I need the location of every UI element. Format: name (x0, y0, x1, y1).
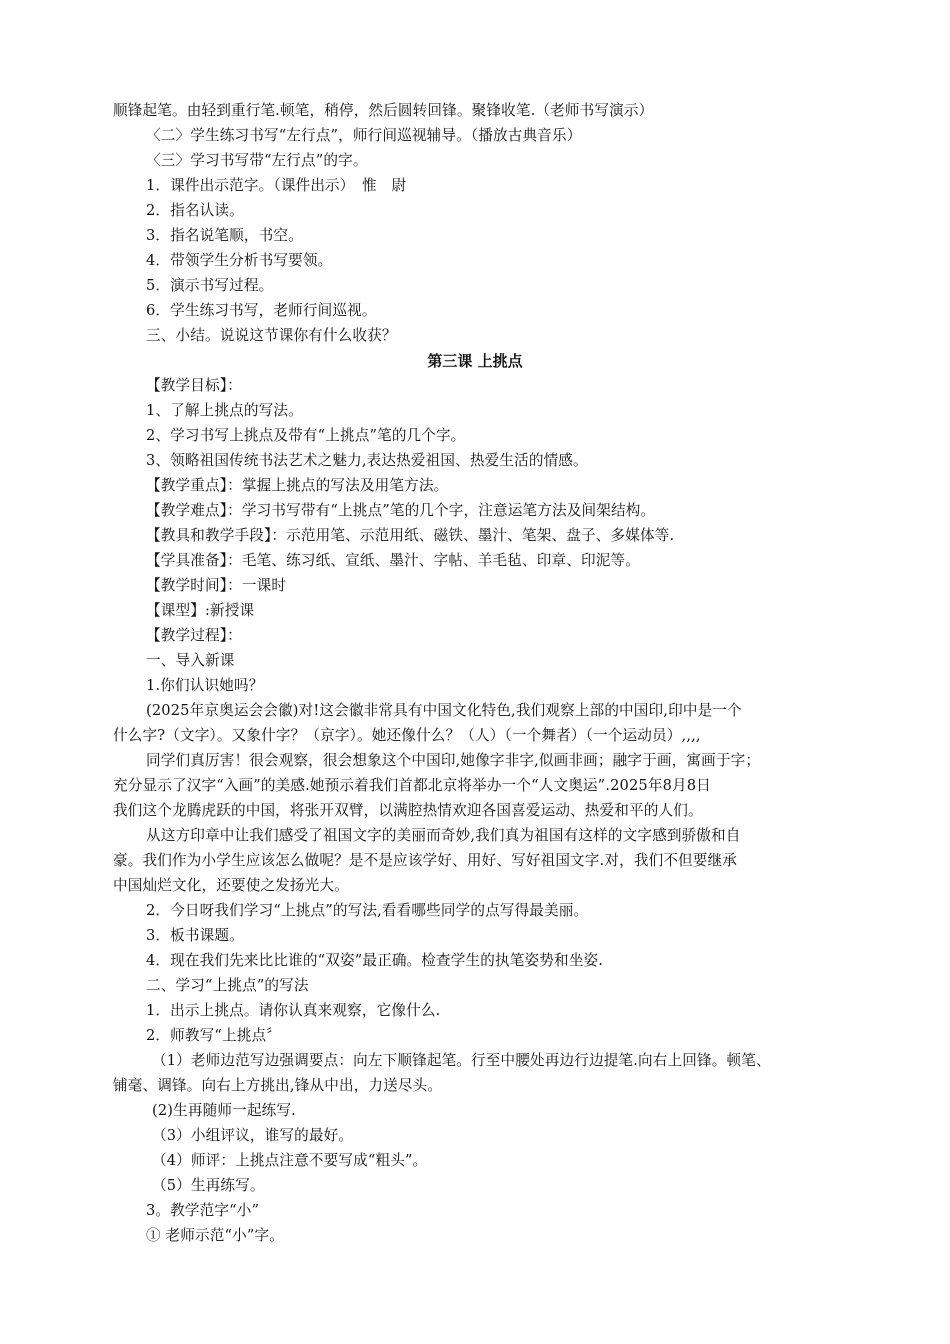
text-line: 【教学目标】： (146, 377, 242, 394)
text-line: 从这方印章中让我们感受了祖国文字的美丽而奇妙,我们真为祖国有这样的文字感到骄傲和自 (146, 827, 741, 844)
text-line: 3、领略祖国传统书法艺术之魅力,表达热爱祖国、热爱生活的情感。 (146, 452, 588, 469)
text-line: （1）老师边范写边强调要点：向左下顺锋起笔。行至中腰处再边行边提笔.向右上回锋。顿笔、 (152, 1052, 771, 1069)
text-line: (2)生再随师一起练写. (152, 1102, 296, 1119)
text-line: 1．出示上挑点。请你认真来观察，它像什么. (146, 1002, 441, 1019)
text-line: 4．带领学生分析书写要领。 (146, 252, 333, 269)
text-line: 3．板书课题。 (146, 927, 244, 944)
text-line: 同学们真厉害！很会观察，很会想象这个中国印,她像字非字,似画非画；融字于画，寓画于字； (146, 752, 761, 769)
text-line: 1.你们认识她吗？ (146, 677, 264, 694)
text-line: 三、小结。说说这节课你有什么收获？ (146, 327, 397, 344)
text-line: 【教具和教学手段】：示范用笔、示范用纸、磁铁、墨汁、笔架、盘子、多媒体等. (146, 527, 675, 544)
text-line: 2．师教写“上挑点〞 (146, 1027, 281, 1044)
text-line: 〈二〉学生练习书写“左行点”，师行间巡视辅导。（播放古典音乐） (146, 127, 582, 144)
text-line: 中国灿烂文化，还要使之发扬光大。 (113, 877, 349, 894)
text-line: 1、了解上挑点的写法。 (146, 402, 303, 419)
text-line: 二、学习“上挑点”的写法 (146, 977, 309, 994)
text-line: 2．今日呀我们学习“上挑点”的写法,看看哪些同学的点写得最美丽。 (146, 902, 589, 919)
text-line: 3．指名说笔顺，书空。 (146, 227, 303, 244)
text-line: 【教学过程】： (146, 627, 242, 644)
text-line: 【教学难点】：学习书写带有“上挑点”笔的几个字，注意运笔方法及间架结构。 (146, 502, 656, 519)
text-line: 什么字?（文字）。又象什字？（京字）。她还像什么？（人）（一个舞者）（一个运动员）,,,, (113, 727, 701, 744)
text-line: 3。教学范字“小” (146, 1202, 260, 1219)
text-line: 1．课件出示范字。（课件出示） 惟 尉 (146, 177, 407, 194)
text-line: 【课型】:新授课 (146, 602, 255, 619)
text-line: 6．学生练习书写，老师行间巡视。 (146, 302, 377, 319)
text-line: （4）师评：上挑点注意不要写成“粗头”。 (152, 1152, 428, 1169)
text-line: 铺毫、调锋。向右上方挑出,锋从中出，力送尽头。 (113, 1077, 443, 1094)
text-line: 顺锋起笔。由轻到重行笔.顿笔，稍停，然后圆转回锋。聚锋收笔.（老师书写演示） (113, 102, 654, 119)
text-line: 4．现在我们先来比比谁的“双姿”最正确。检查学生的执笔姿势和坐姿. (146, 952, 604, 969)
text-line: (2025年京奥运会会徽)对!这会徽非常具有中国文化特色,我们观察上部的中国印,印中是一个 (146, 702, 742, 719)
text-line: （3）小组评议，谁写的最好。 (152, 1127, 354, 1144)
text-line: 充分显示了汉字“入画”的美感.她预示着我们首都北京将举办一个“人文奥运”.2025年8月8日 (113, 777, 711, 794)
text-line: ① 老师示范“小”字。 (146, 1227, 284, 1244)
text-line: 一、导入新课 (146, 652, 235, 669)
text-line: 2、学习书写上挑点及带有“上挑点”笔的几个字。 (146, 427, 466, 444)
text-line: 【教学时间】：一课时 (146, 577, 287, 594)
section-heading: 第三课 上挑点 (427, 352, 523, 370)
text-line: 5．演示书写过程。 (146, 277, 274, 294)
text-line: 【学具准备】：毛笔、练习纸、宣纸、墨汁、字帖、羊毛毡、印章、印泥等。 (146, 552, 640, 569)
text-line: 〈三〉学习书写带“左行点”的字。 (146, 152, 368, 169)
text-line: 【教学重点】：掌握上挑点的写法及用笔方法。 (146, 477, 449, 494)
text-line: （5）生再练写。 (152, 1177, 265, 1194)
text-line: 豪。我们作为小学生应该怎么做呢？是不是应该学好、用好、写好祖国文字.对，我们不但要继承 (113, 852, 738, 869)
text-line: 我们这个龙腾虎跃的中国，将张开双臂，以满腔热情欢迎各国喜爱运动、热爱和平的人们。 (113, 802, 703, 819)
text-line: 2．指名认读。 (146, 202, 244, 219)
